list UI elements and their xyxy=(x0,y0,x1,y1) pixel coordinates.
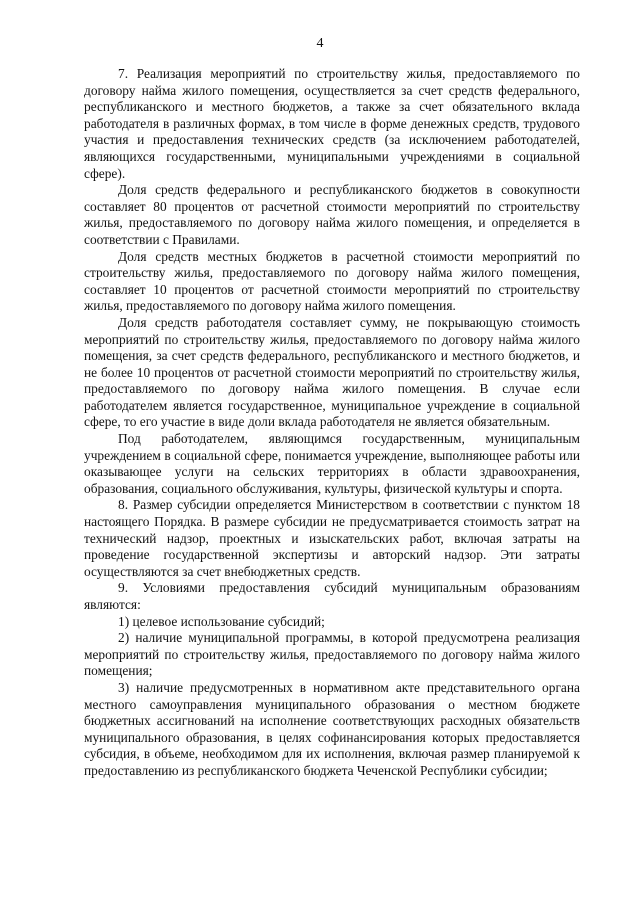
paragraph-federal-share: Доля средств федерального и республиканского бюджетов в совокупности составляет 80 процентов от расчетной стоимости мероприятий по строительству жилья, предоставляемого по договору найма жилого помещения, и определяется в соответствии с Правилами. xyxy=(84,182,580,247)
list-item-3: 3) наличие предусмотренных в нормативном акте представительного органа местного самоуправления муниципального образования о местном бюджете бюджетных ассигнований на исполнение соответствующих расходных обязательств муниципального образования, в целях софинансирования которых предоставляется субсидия, в объеме, необходимом для их исполнения, включая размер планируемой к предоставлению из республиканского бюджета Чеченской Республики субсидии; xyxy=(84,679,580,778)
paragraph-local-share: Доля средств местных бюджетов в расчетной стоимости мероприятий по строительству жилья, предоставляемого по договору найма жилого помещения, составляет 10 процентов от расчетной стоимости мероприятий по строительству жилья, предоставляемого по договору найма жилого помещения. xyxy=(84,248,580,314)
list-item-1: 1) целевое использование субсидий; xyxy=(118,613,325,629)
document-body xyxy=(84,66,580,780)
page-number: 4 xyxy=(316,36,324,51)
paragraph-employer-definition: Под работодателем, являющимся государственным, муниципальным учреждением в социальной сфере, понимается учреждение, выполняющее работы или оказывающее услуги на сельских территориях в области здравоохранения, образования, социального обслуживания, культуры, физической культуры и спорта. xyxy=(84,431,580,496)
list-item-2: 2) наличие муниципальной программы, в которой предусмотрена реализация мероприятий по строительству жилья, предоставляемого по договору найма жилого помещения; xyxy=(84,630,580,679)
paragraph-employer-share: Доля средств работодателя составляет сумму, не покрывающую стоимость мероприятий по строительству жилья, предоставляемого по договору найма жилого помещения, за счет средств федерального, республиканского и местного бюджетов, и не более 10 процентов от расчетной стоимости мероприятий по строительству жилья, предоставляемого по договору найма жилого помещения. В случае если работодателем является государственное, муниципальное учреждение в социальной сфере, то его участие в виде доли вклада работодателя не является обязательным. xyxy=(84,314,580,430)
paragraph-9: 9. Условиями предоставления субсидий муниципальным образованиям являются: xyxy=(84,580,580,612)
paragraph-7: 7. Реализация мероприятий по строительству жилья, предоставляемого по договору найма жилого помещения, осуществляется за счет средств федерального, республиканского и местного бюджетов, а также за счет обязательного вклада работодателя в различных формах, в том числе в форме денежных средств, трудового участия и предоставления технических средств (за исключением работодателей, являющихся государственными, муниципальными учреждениями в социальной сфере). xyxy=(84,66,580,181)
paragraph-8: 8. Размер субсидии определяется Министерством в соответствии с пунктом 18 настоящего Порядка. В размере субсидии не предусматривается стоимость затрат на технический надзор, проектных и изыскательских работ, включая затраты на проведение государственной экспертизы и авторский надзор. Эти затраты осуществляются за счет внебюджетных средств. xyxy=(84,497,580,579)
